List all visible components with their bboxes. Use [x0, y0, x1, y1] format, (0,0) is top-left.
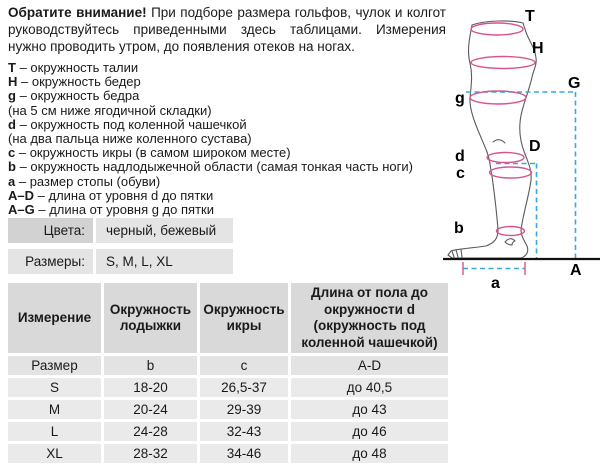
table-cell: 26,5-37 [200, 378, 288, 397]
legend-text: (на два пальца ниже коленного сустава) [8, 131, 252, 147]
header-cell-measure: Измерение [8, 283, 101, 353]
table-cell: XL [8, 444, 101, 463]
legend-item-H [8, 75, 448, 89]
toe-lines [452, 250, 462, 257]
legend-item-g [8, 89, 448, 103]
legend-key: b [8, 159, 16, 175]
table-cell: b [104, 356, 197, 375]
label-a: a [491, 275, 500, 292]
table-cell: 32-43 [200, 422, 288, 441]
legend-text: – длина от уровня d до пятки [37, 187, 214, 203]
table-cell: 28-32 [104, 444, 197, 463]
header-cell-length: Длина от пола до окружности d (окружность под коленной чашечкой) [291, 283, 448, 353]
leg-measurement-diagram [441, 0, 601, 292]
label-A: A [570, 262, 582, 279]
table-cell: M [8, 400, 101, 419]
legend-item-d [8, 118, 448, 132]
table-cell: до 43 [291, 400, 448, 419]
legend-key: g [8, 88, 16, 104]
legend-key: А–G [8, 202, 35, 218]
table-cell: до 48 [291, 444, 448, 463]
sizes-value: S, M, L, XL [96, 249, 233, 274]
thigh-ellipse [470, 91, 526, 104]
below-knee-ellipse [487, 153, 524, 163]
measurement-legend [8, 61, 448, 217]
table-cell: A-D [291, 356, 448, 375]
legend-item-g-note [8, 104, 448, 118]
colors-label: Цвета: [8, 218, 93, 243]
legend-item-d-note [8, 132, 448, 146]
legend-text: – размер стопы (обуви) [18, 173, 161, 189]
calf-ellipse [490, 167, 532, 178]
ankle-ellipse [497, 227, 525, 236]
intro-bold: Обратите внимание! [8, 5, 147, 20]
label-d: d [455, 148, 465, 165]
legend-text: – длина от уровня g до пятки [38, 202, 214, 218]
legend-key: Н [8, 74, 18, 90]
legend-text: – окружность талии [19, 60, 139, 75]
legend-key: d [8, 116, 16, 132]
ankle-crease [505, 239, 515, 245]
table-cell: L [8, 422, 101, 441]
label-G: G [568, 75, 581, 92]
legend-text: (на 5 см ниже ягодичной складки) [8, 102, 212, 118]
size-table-header-row [8, 283, 448, 353]
size-row-L [8, 422, 448, 441]
legend-item-b [8, 160, 448, 174]
legend-item-a [8, 175, 448, 189]
colors-value: черный, бежевый [96, 218, 233, 243]
label-T: T [525, 8, 535, 25]
table-cell: 18-20 [104, 378, 197, 397]
header-cell-ankle: Окружность лодыжки [104, 283, 197, 353]
size-row-S [8, 378, 448, 397]
label-c: c [456, 165, 465, 182]
size-table-subheader-row [8, 356, 448, 375]
intro-text: При подборе размера гольфов, чулок и колгот руководствуйтесь приведенными здесь таблицами. Измерения нужно проводить утром, до появления отеков на ногах. [8, 5, 446, 54]
legend-text: – окружность бедра [19, 88, 140, 104]
colors-row [8, 218, 233, 243]
table-cell: 20-24 [104, 400, 197, 419]
legend-text: – окружность надлодыжечной области (самая тонкая часть ноги) [19, 159, 413, 175]
legend-text: – окружность под коленной чашечкой [19, 116, 247, 132]
legend-key: c [8, 145, 16, 161]
legend-item-AG [8, 203, 448, 217]
size-table [5, 280, 451, 466]
table-cell: S [8, 378, 101, 397]
label-g: g [455, 90, 465, 107]
knee-crease [493, 140, 505, 143]
sizes-label: Размеры: [8, 249, 93, 274]
size-row-M [8, 400, 448, 419]
size-row-XL [8, 444, 448, 463]
table-cell: 24-28 [104, 422, 197, 441]
legend-text: – окружность бедер [21, 74, 141, 90]
table-cell: 29-39 [200, 400, 288, 419]
legend-key: Т [8, 60, 16, 75]
legend-key: А–D [8, 187, 35, 203]
label-b: b [454, 220, 464, 237]
table-cell: Размер [8, 356, 101, 375]
table-cell: до 46 [291, 422, 448, 441]
table-cell: до 40,5 [291, 378, 448, 397]
label-D: D [529, 138, 541, 155]
legend-key: a [8, 173, 16, 189]
table-cell: 34-46 [200, 444, 288, 463]
sizes-row [8, 249, 233, 274]
legend-item-T [8, 61, 448, 75]
table-cell: c [200, 356, 288, 375]
legend-item-c [8, 146, 448, 160]
intro-paragraph [8, 4, 446, 55]
waist-ellipse [471, 23, 523, 35]
legend-text: – окружность икры (в самом широком месте) [18, 145, 291, 161]
legend-item-AD [8, 189, 448, 203]
label-H: H [532, 40, 544, 57]
hip-ellipse [471, 57, 535, 69]
product-attributes [8, 218, 233, 280]
header-cell-calf: Окружность икры [200, 283, 288, 353]
